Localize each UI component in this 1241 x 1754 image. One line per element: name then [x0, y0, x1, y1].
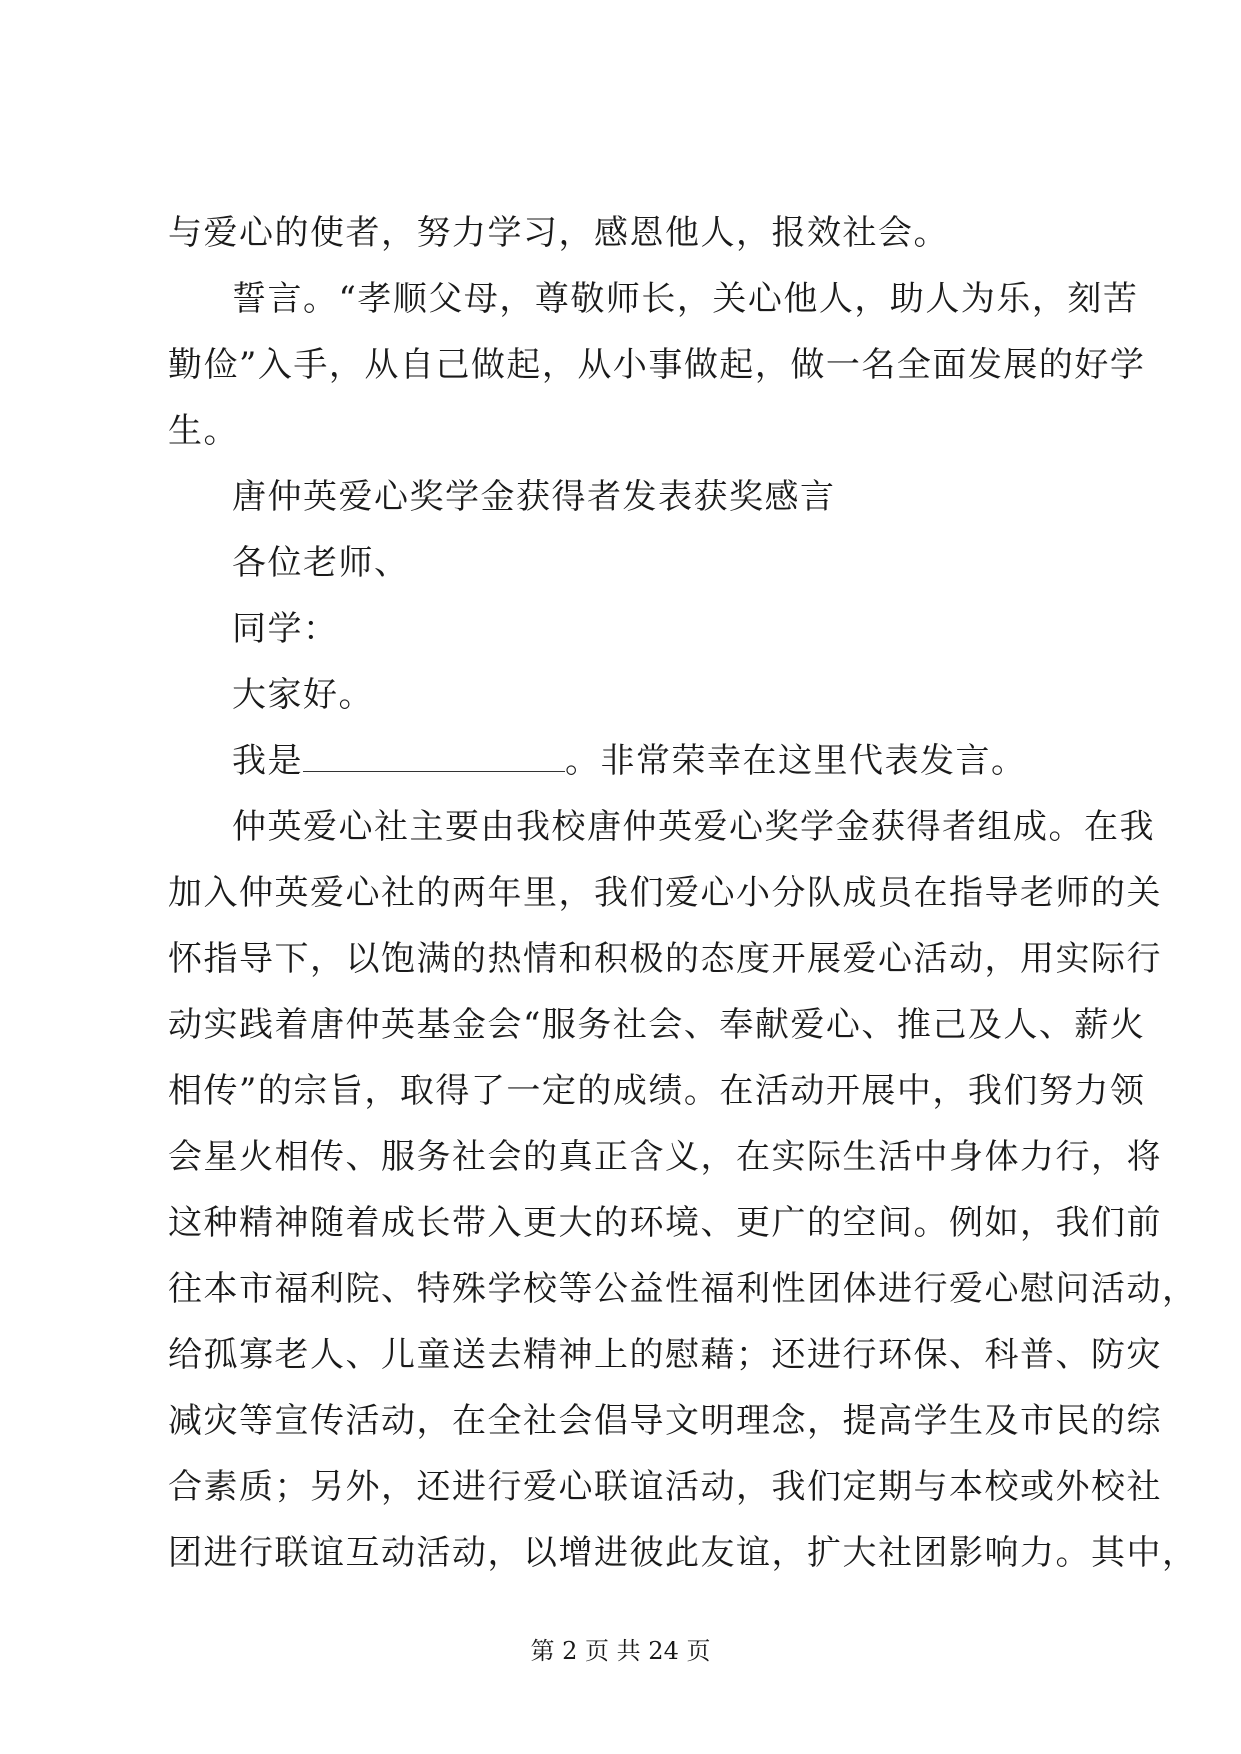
text-line: 这种精神随着成长带入更大的环境、更广的空间。例如，我们前	[168, 1203, 1162, 1243]
text-line: 合素质；另外，还进行爱心联谊活动，我们定期与本校或外校社	[168, 1467, 1162, 1507]
text-line: 加入仲英爱心社的两年里，我们爱心小分队成员在指导老师的关	[168, 873, 1162, 913]
speech-title: 唐仲英爱心奖学金获得者发表获奖感言	[232, 477, 836, 517]
self-intro-line	[168, 728, 1086, 794]
page-footer: 第 2 页 共 24 页	[530, 1637, 711, 1665]
salutation-line: 同学：	[232, 609, 339, 649]
text-line: 往本市福利院、特殊学校等公益性福利性团体进行爱心慰问活动，	[168, 1269, 1198, 1309]
name-blank	[303, 741, 565, 772]
salutation-line: 各位老师、	[232, 543, 410, 583]
greeting-line: 大家好。	[232, 675, 374, 715]
body-text	[168, 200, 1198, 1586]
text-line: 誓言。“孝顺父母，尊敬师长，关心他人，助人为乐，刻苦	[232, 279, 1139, 319]
text-line: 勤俭”入手，从自己做起，从小事做起，做一名全面发展的好学	[168, 345, 1146, 385]
text-line: 仲英爱心社主要由我校唐仲英爱心奖学金获得者组成。在我	[232, 807, 1155, 847]
self-intro-prefix: 我是	[232, 741, 303, 781]
text-line: 动实践着唐仲英基金会“服务社会、奉献爱心、推己及人、薪火	[168, 1005, 1146, 1045]
text-line: 与爱心的使者，努力学习，感恩他人，报效社会。	[168, 213, 949, 253]
text-line: 怀指导下，以饱满的热情和积极的态度开展爱心活动，用实际行	[168, 939, 1162, 979]
text-line: 团进行联谊互动活动，以增进彼此友谊，扩大社团影响力。其中，	[168, 1533, 1198, 1573]
text-line: 生。	[168, 411, 239, 451]
text-line: 相传”的宗旨，取得了一定的成绩。在活动开展中，我们努力领	[168, 1071, 1146, 1111]
text-line: 减灾等宣传活动，在全社会倡导文明理念，提高学生及市民的综	[168, 1401, 1162, 1441]
text-line: 给孤寡老人、儿童送去精神上的慰藉；还进行环保、科普、防灾	[168, 1335, 1162, 1375]
self-intro-suffix: 。非常荣幸在这里代表发言。	[565, 741, 1027, 781]
text-line: 会星火相传、服务社会的真正含义，在实际生活中身体力行，将	[168, 1137, 1162, 1177]
